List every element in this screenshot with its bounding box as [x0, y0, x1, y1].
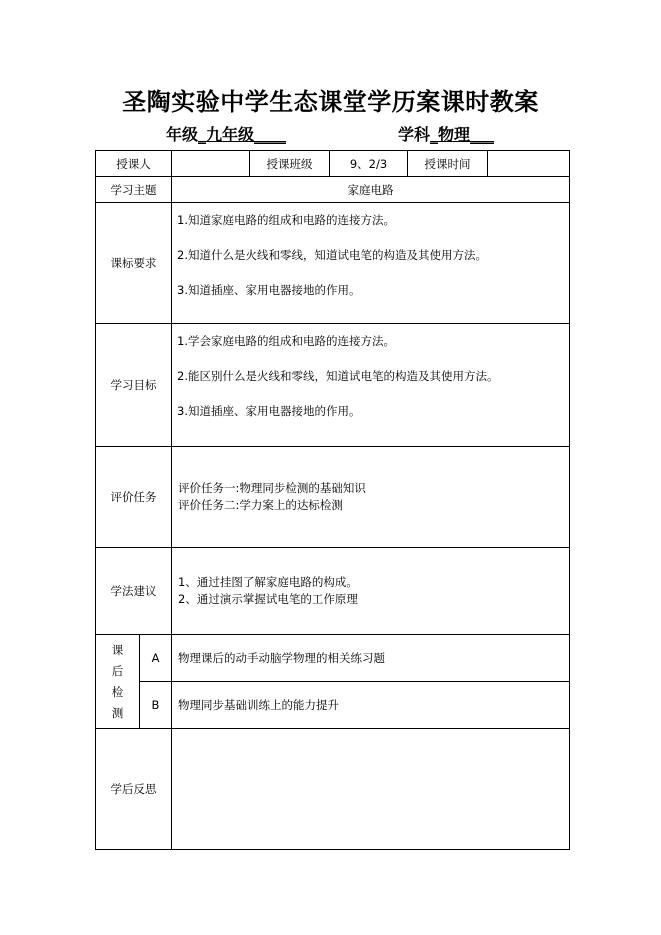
- after-a-label: A: [140, 635, 172, 682]
- time-label: 授课时间: [408, 151, 488, 177]
- grade-value-underline: _九年级____: [198, 125, 287, 144]
- goal-item: 3.知道插座、家用电器接地的作用。: [177, 404, 361, 418]
- subject-field: [398, 122, 494, 145]
- curriculum-content: [172, 203, 570, 324]
- document-title: 圣陶实验中学生态课堂学历案课时教案: [122, 87, 539, 116]
- after-class-check-label: 课 后 检 测: [96, 635, 140, 729]
- reflect-label: 学后反思: [96, 729, 172, 850]
- table-row: [96, 203, 570, 324]
- curriculum-item: 2.知道什么是火线和零线，知道试电笔的构造及其使用方法。: [177, 248, 487, 262]
- eval-item: 评价任务一:物理同步检测的基础知识: [178, 481, 366, 495]
- table-row: [96, 729, 570, 850]
- method-item: 2、通过演示掌握试电笔的工作原理: [178, 592, 358, 606]
- curriculum-item: 1.知道家庭电路的组成和电路的连接方法。: [177, 213, 395, 227]
- after-a-text: 物理课后的动手动脑学物理的相关练习题: [172, 635, 570, 682]
- teacher-label: 授课人: [96, 151, 172, 177]
- time-value: [488, 151, 570, 177]
- topic-value: 家庭电路: [172, 177, 570, 203]
- eval-content: [172, 447, 570, 548]
- table-row: [96, 324, 570, 447]
- goal-item: 2.能区别什么是火线和零线，知道试电笔的构造及其使用方法。: [177, 369, 499, 383]
- curriculum-item: 3.知道插座、家用电器接地的作用。: [177, 283, 361, 297]
- after-b-label: B: [140, 682, 172, 729]
- goals-label: 学习目标: [96, 324, 172, 447]
- lesson-plan-table: [95, 150, 570, 850]
- curriculum-label: 课标要求: [96, 203, 172, 324]
- eval-label: 评价任务: [96, 447, 172, 548]
- grade-filler: ____: [254, 125, 287, 144]
- table-row: [96, 548, 570, 635]
- subject-label: 学科: [398, 125, 431, 144]
- goals-content: [172, 324, 570, 447]
- table-row: [96, 635, 570, 682]
- goal-item: 1.学会家庭电路的组成和电路的连接方法。: [177, 334, 395, 348]
- class-label: 授课班级: [250, 151, 330, 177]
- method-item: 1、通过挂图了解家庭电路的构成。: [178, 575, 358, 589]
- subject-value: 物理: [438, 125, 471, 144]
- method-content: [172, 548, 570, 635]
- table-row: [96, 151, 570, 177]
- after-b-text: 物理同步基础训练上的能力提升: [172, 682, 570, 729]
- subject-filler: ___: [470, 125, 495, 144]
- grade-field: [166, 122, 286, 145]
- table-row: [96, 177, 570, 203]
- class-value: 9、2/3: [330, 151, 408, 177]
- method-label: 学法建议: [96, 548, 172, 635]
- table-row: [96, 682, 570, 729]
- table-row: [96, 447, 570, 548]
- reflect-value: [172, 729, 570, 850]
- subject-value-underline: _物理___: [430, 125, 495, 144]
- teacher-value: [172, 151, 250, 177]
- eval-item: 评价任务二:学力案上的达标检测: [178, 498, 343, 512]
- grade-label: 年级: [166, 125, 199, 144]
- grade-value: 九年级: [206, 125, 255, 144]
- topic-label: 学习主题: [96, 177, 172, 203]
